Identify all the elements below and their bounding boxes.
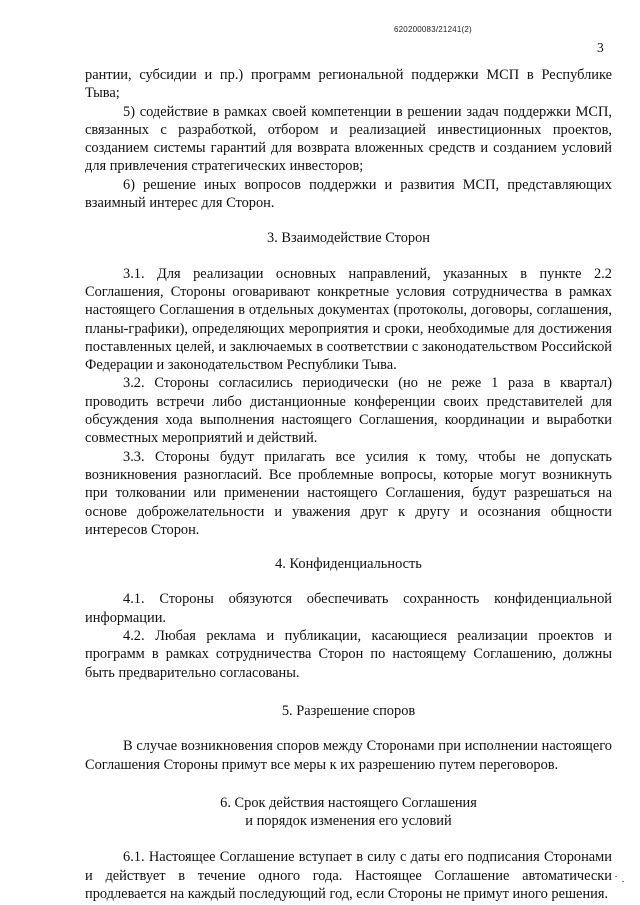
paragraph-3-1: 3.1. Для реализации основных направлений, указанных в пункте 2.2 Соглашения, Стороны оговаривают конкретные условия сотрудничества в рамках настоящего Соглашения в отдельных документах (протоколы, договоры, соглашения, планы-графики), определяющих мероприятия и сроки, необходимые для достижения поставленных целей, и заключаемых в соответствии с законодательством Российской Федерации и законодательством Республики Тыва. bbox=[85, 265, 612, 374]
paragraph-5-1: В случае возникновения споров между Сторонами при исполнении настоящего Соглашения Стороны примут все меры к их разрешению путем переговоров. bbox=[85, 738, 612, 773]
paragraph-4-2: 4.2. Любая реклама и публикации, касающиеся реализации проектов и программ в рамках сотрудничества Сторон по настоящему Соглашению, должны быть предварительно согласованы. bbox=[85, 628, 612, 681]
scan-speck bbox=[622, 881, 624, 882]
paragraph-3-2: 3.2. Стороны согласились периодически (но не реже 1 раза в квартал) проводить встречи либо дистанционные конференции своих представителей для обсуждения хода выполнения настоящего Соглашения, координации и выработки совместных мероприятий и действий. bbox=[85, 375, 612, 447]
section-4-heading: 4. Конфиденциальность bbox=[275, 556, 422, 573]
paragraph-item-5: 5) содействие в рамках своей компетенции в решении задач поддержки МСП, связанных с разработкой, отбором и реализацией инвестиционных проектов, созданием системы гарантий для возврата вложенных средств и созданием условий для привлечения стратегических инвесторов; bbox=[85, 103, 612, 175]
paragraph-4-1: 4.1. Стороны обязуются обеспечивать сохранность конфиденциальной информации. bbox=[85, 591, 612, 626]
document-id: 620200083/21241(2) bbox=[394, 25, 472, 34]
paragraph-3-3: 3.3. Стороны будут прилагать все усилия к тому, чтобы не допускать возникновения разногласий. Все проблемные вопросы, которые могут возникнуть при толковании или применении настоящего Соглашения, будут разрешаться на основе доброжелательности и уважения друг к другу и осознания общности интересов Сторон. bbox=[85, 448, 612, 538]
paragraph-item-6: 6) решение иных вопросов поддержки и развития МСП, представляющих взаимный интерес для Сторон. bbox=[85, 176, 612, 212]
page-number: 3 bbox=[597, 40, 604, 55]
document-body bbox=[85, 66, 612, 903]
paragraph-6-1: 6.1. Настоящее Соглашение вступает в силу с даты его подписания Сторонами и действует в течение одного года. Настоящее Соглашение автоматически продлевается на каждый последующий год, если Стороны не примут иного решения. bbox=[85, 849, 612, 902]
section-6-heading-line2: и порядок изменения его условий bbox=[245, 813, 452, 830]
section-5-heading: 5. Разрешение споров bbox=[281, 702, 416, 719]
section-3-heading: 3. Взаимодействие Сторон bbox=[266, 230, 430, 247]
section-6-heading-line1: 6. Срок действия настоящего Соглашения bbox=[220, 794, 477, 811]
scan-speck bbox=[615, 876, 617, 877]
paragraph-continued: рантии, субсидии и пр.) программ региональной поддержки МСП в Республике Тыва; bbox=[85, 67, 612, 102]
